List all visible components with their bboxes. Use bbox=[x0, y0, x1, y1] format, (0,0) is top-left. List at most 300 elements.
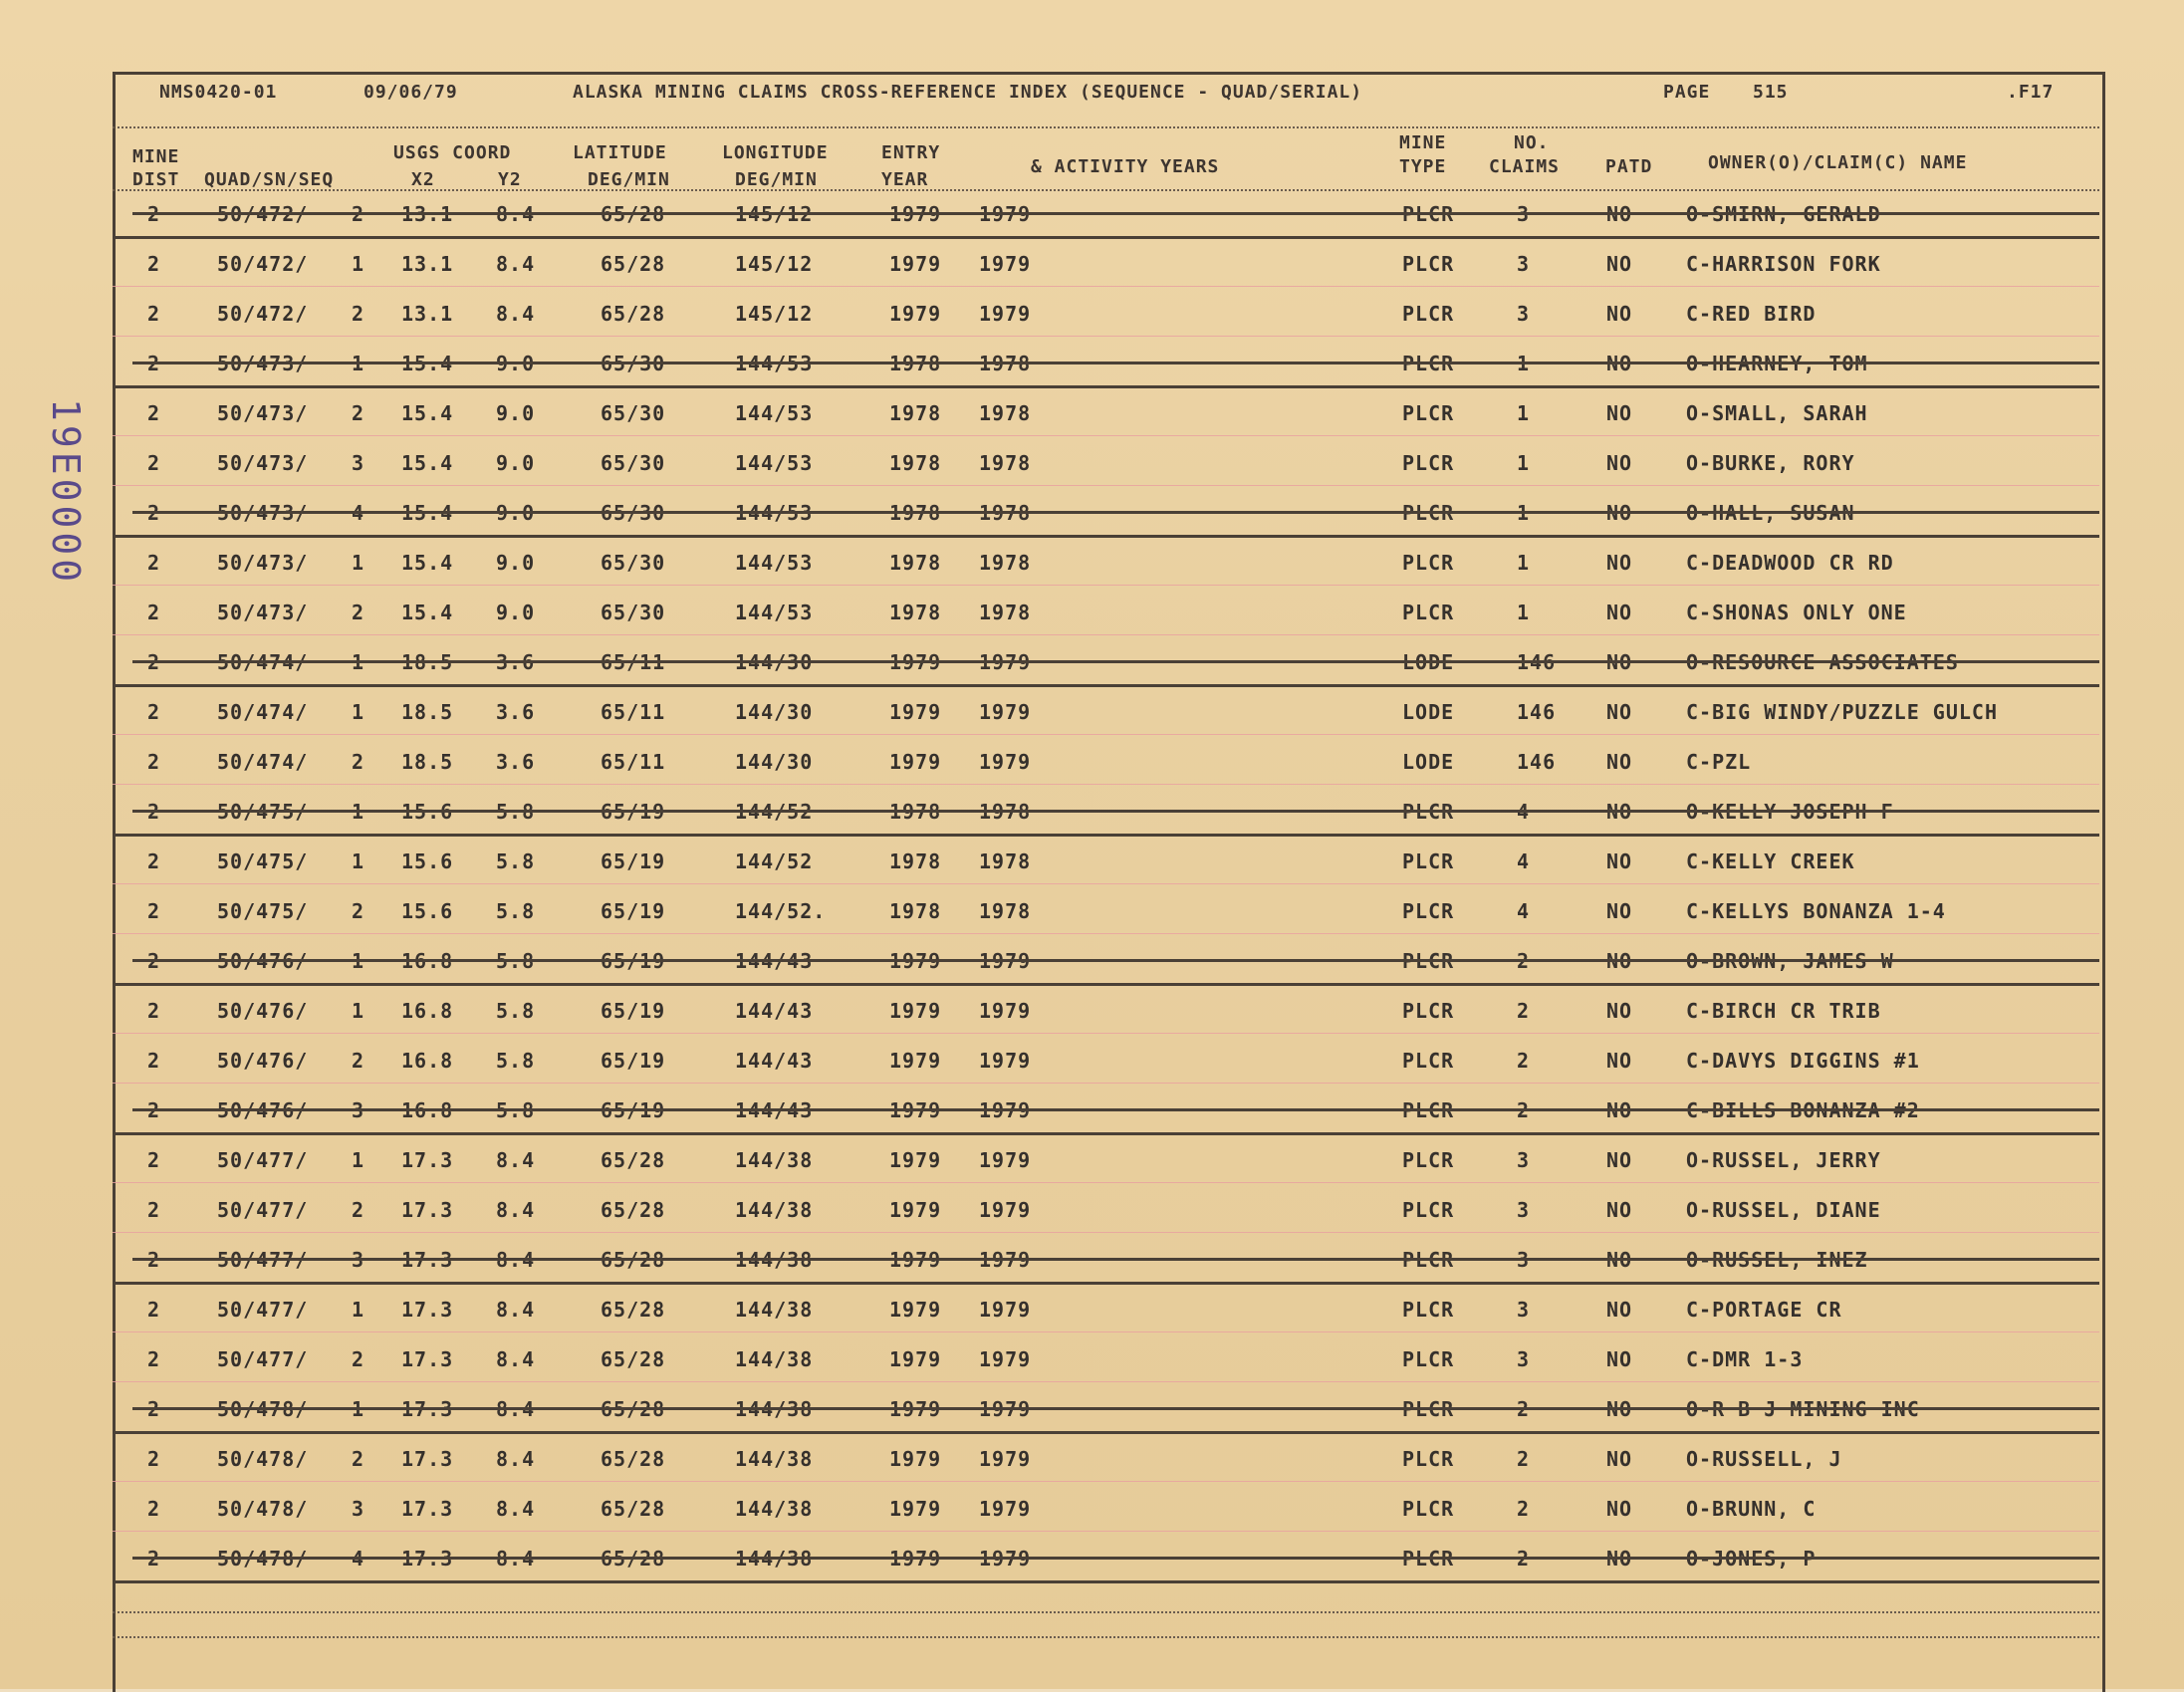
cell-quad-sn: 50/473/ bbox=[217, 352, 309, 375]
cell-no-claims: 3 bbox=[1517, 1248, 1531, 1272]
cell-mine-dist: 2 bbox=[147, 1497, 161, 1521]
cell-usgs-y2: 9.0 bbox=[496, 551, 536, 575]
cell-seq: 2 bbox=[352, 202, 365, 226]
row-divider bbox=[113, 634, 2099, 635]
cell-entry-year: 1979 bbox=[889, 1098, 942, 1122]
cell-owner-claim-name: C-BILLS BONANZA #2 bbox=[1686, 1098, 1920, 1122]
cell-usgs-y2: 8.4 bbox=[496, 1198, 536, 1222]
cell-no-claims: 3 bbox=[1517, 1198, 1531, 1222]
cell-seq: 3 bbox=[352, 1098, 365, 1122]
cell-owner-claim-name: C-BIRCH CR TRIB bbox=[1686, 999, 1881, 1023]
report-header bbox=[159, 82, 2071, 121]
cell-no-claims: 146 bbox=[1517, 750, 1557, 774]
cell-longitude: 144/52 bbox=[735, 800, 814, 824]
cell-usgs-y2: 3.6 bbox=[496, 700, 536, 724]
cell-owner-claim-name: C-PORTAGE CR bbox=[1686, 1298, 1842, 1322]
cell-usgs-x2: 17.3 bbox=[401, 1198, 454, 1222]
cell-patd: NO bbox=[1606, 1347, 1633, 1371]
cell-activity-year: 1979 bbox=[979, 1298, 1032, 1322]
cell-mine-type: LODE bbox=[1402, 750, 1455, 774]
row-divider bbox=[113, 1182, 2099, 1183]
cell-entry-year: 1979 bbox=[889, 999, 942, 1023]
cell-latitude: 65/28 bbox=[601, 1198, 666, 1222]
table-row bbox=[113, 849, 2099, 885]
cell-mine-type: PLCR bbox=[1402, 1298, 1455, 1322]
cell-entry-year: 1978 bbox=[889, 401, 942, 425]
table-row bbox=[113, 401, 2099, 437]
cell-latitude: 65/30 bbox=[601, 601, 666, 624]
cell-patd: NO bbox=[1606, 1547, 1633, 1571]
cell-usgs-y2: 5.8 bbox=[496, 1098, 536, 1122]
row-divider bbox=[113, 983, 2099, 986]
cell-patd: NO bbox=[1606, 601, 1633, 624]
cell-owner-claim-name: C-KELLY CREEK bbox=[1686, 849, 1855, 873]
cell-usgs-y2: 8.4 bbox=[496, 1248, 536, 1272]
cell-usgs-y2: 8.4 bbox=[496, 1547, 536, 1571]
row-divider bbox=[113, 1282, 2099, 1285]
table-row bbox=[113, 1148, 2099, 1184]
cell-no-claims: 4 bbox=[1517, 899, 1531, 923]
cell-latitude: 65/19 bbox=[601, 899, 666, 923]
cell-usgs-x2: 13.1 bbox=[401, 202, 454, 226]
col-entry: ENTRY bbox=[881, 142, 941, 163]
cell-entry-year: 1979 bbox=[889, 1547, 942, 1571]
cell-quad-sn: 50/476/ bbox=[217, 1049, 309, 1073]
col-no-claims-2: CLAIMS bbox=[1489, 156, 1561, 177]
cell-entry-year: 1979 bbox=[889, 1447, 942, 1471]
cell-seq: 2 bbox=[352, 1049, 365, 1073]
col-patd: PATD bbox=[1605, 156, 1653, 177]
cell-mine-dist: 2 bbox=[147, 551, 161, 575]
cell-mine-type: PLCR bbox=[1402, 1098, 1455, 1122]
table-row bbox=[113, 451, 2099, 487]
cell-activity-year: 1979 bbox=[979, 700, 1032, 724]
cell-owner-claim-name: C-RED BIRD bbox=[1686, 302, 1817, 326]
col-latitude: LATITUDE bbox=[573, 142, 667, 163]
cell-patd: NO bbox=[1606, 949, 1633, 973]
cell-seq: 4 bbox=[352, 501, 365, 525]
cell-no-claims: 4 bbox=[1517, 849, 1531, 873]
cell-mine-dist: 2 bbox=[147, 202, 161, 226]
cell-seq: 2 bbox=[352, 899, 365, 923]
cell-mine-type: PLCR bbox=[1402, 899, 1455, 923]
cell-mine-type: PLCR bbox=[1402, 1148, 1455, 1172]
report-date: 09/06/79 bbox=[364, 82, 458, 103]
cell-entry-year: 1979 bbox=[889, 650, 942, 674]
cell-activity-year: 1978 bbox=[979, 800, 1032, 824]
cell-mine-type: LODE bbox=[1402, 700, 1455, 724]
cell-seq: 1 bbox=[352, 700, 365, 724]
col-lat-deg: DEG/MIN bbox=[588, 169, 670, 190]
cell-activity-year: 1978 bbox=[979, 899, 1032, 923]
cell-mine-dist: 2 bbox=[147, 501, 161, 525]
footer-divider-2 bbox=[113, 1636, 2099, 1638]
cell-quad-sn: 50/478/ bbox=[217, 1397, 309, 1421]
cell-usgs-y2: 8.4 bbox=[496, 1447, 536, 1471]
cell-latitude: 65/28 bbox=[601, 1397, 666, 1421]
cell-mine-dist: 2 bbox=[147, 1397, 161, 1421]
row-divider bbox=[113, 535, 2099, 538]
cell-owner-claim-name: O-BURKE, RORY bbox=[1686, 451, 1855, 475]
cell-usgs-y2: 8.4 bbox=[496, 1397, 536, 1421]
col-mine-dist-2: DIST bbox=[132, 169, 180, 190]
table-row bbox=[113, 1248, 2099, 1284]
cell-owner-claim-name: C-HARRISON FORK bbox=[1686, 252, 1881, 276]
cell-quad-sn: 50/472/ bbox=[217, 302, 309, 326]
cell-activity-year: 1978 bbox=[979, 601, 1032, 624]
cell-no-claims: 1 bbox=[1517, 501, 1531, 525]
cell-usgs-x2: 17.3 bbox=[401, 1397, 454, 1421]
cell-usgs-y2: 3.6 bbox=[496, 750, 536, 774]
cell-quad-sn: 50/473/ bbox=[217, 551, 309, 575]
cell-usgs-x2: 18.5 bbox=[401, 700, 454, 724]
cell-mine-dist: 2 bbox=[147, 302, 161, 326]
cell-entry-year: 1979 bbox=[889, 1049, 942, 1073]
cell-entry-year: 1979 bbox=[889, 252, 942, 276]
cell-patd: NO bbox=[1606, 650, 1633, 674]
cell-mine-type: LODE bbox=[1402, 650, 1455, 674]
cell-longitude: 145/12 bbox=[735, 302, 814, 326]
table-row bbox=[113, 551, 2099, 587]
cell-patd: NO bbox=[1606, 501, 1633, 525]
cell-longitude: 144/53 bbox=[735, 501, 814, 525]
row-divider bbox=[113, 1132, 2099, 1135]
row-divider bbox=[113, 1381, 2099, 1382]
cell-latitude: 65/11 bbox=[601, 650, 666, 674]
cell-patd: NO bbox=[1606, 551, 1633, 575]
col-y2: Y2 bbox=[498, 169, 522, 190]
cell-seq: 1 bbox=[352, 650, 365, 674]
cell-usgs-x2: 15.6 bbox=[401, 849, 454, 873]
cell-usgs-y2: 5.8 bbox=[496, 849, 536, 873]
cell-usgs-y2: 8.4 bbox=[496, 1497, 536, 1521]
cell-no-claims: 1 bbox=[1517, 451, 1531, 475]
cell-mine-dist: 2 bbox=[147, 252, 161, 276]
cell-quad-sn: 50/477/ bbox=[217, 1248, 309, 1272]
cell-usgs-x2: 15.6 bbox=[401, 800, 454, 824]
cell-usgs-x2: 15.6 bbox=[401, 899, 454, 923]
cell-patd: NO bbox=[1606, 252, 1633, 276]
report-id: NMS0420-01 bbox=[159, 82, 278, 103]
cell-mine-type: PLCR bbox=[1402, 1248, 1455, 1272]
cell-seq: 3 bbox=[352, 451, 365, 475]
cell-usgs-y2: 9.0 bbox=[496, 352, 536, 375]
table-row bbox=[113, 1049, 2099, 1085]
cell-latitude: 65/19 bbox=[601, 1098, 666, 1122]
cell-mine-dist: 2 bbox=[147, 1148, 161, 1172]
cell-entry-year: 1978 bbox=[889, 601, 942, 624]
cell-usgs-x2: 18.5 bbox=[401, 650, 454, 674]
cell-patd: NO bbox=[1606, 999, 1633, 1023]
cell-mine-dist: 2 bbox=[147, 352, 161, 375]
cell-mine-dist: 2 bbox=[147, 949, 161, 973]
cell-latitude: 65/28 bbox=[601, 1547, 666, 1571]
cell-no-claims: 3 bbox=[1517, 1347, 1531, 1371]
table-row bbox=[113, 650, 2099, 686]
cell-activity-year: 1979 bbox=[979, 1547, 1032, 1571]
cell-entry-year: 1979 bbox=[889, 1148, 942, 1172]
cell-mine-type: PLCR bbox=[1402, 1497, 1455, 1521]
cell-usgs-y2: 8.4 bbox=[496, 202, 536, 226]
cell-owner-claim-name: O-RUSSELL, J bbox=[1686, 1447, 1842, 1471]
cell-quad-sn: 50/475/ bbox=[217, 899, 309, 923]
cell-quad-sn: 50/476/ bbox=[217, 999, 309, 1023]
cell-usgs-y2: 5.8 bbox=[496, 999, 536, 1023]
cell-owner-claim-name: C-DEADWOOD CR RD bbox=[1686, 551, 1894, 575]
cell-quad-sn: 50/478/ bbox=[217, 1547, 309, 1571]
cell-usgs-y2: 8.4 bbox=[496, 302, 536, 326]
cell-activity-year: 1978 bbox=[979, 451, 1032, 475]
cell-mine-type: PLCR bbox=[1402, 949, 1455, 973]
cell-latitude: 65/28 bbox=[601, 202, 666, 226]
cell-latitude: 65/19 bbox=[601, 849, 666, 873]
row-divider bbox=[113, 1580, 2099, 1583]
cell-longitude: 144/38 bbox=[735, 1248, 814, 1272]
cell-owner-claim-name: C-DMR 1-3 bbox=[1686, 1347, 1804, 1371]
cell-longitude: 144/30 bbox=[735, 700, 814, 724]
cell-no-claims: 3 bbox=[1517, 1298, 1531, 1322]
cell-seq: 2 bbox=[352, 1198, 365, 1222]
cell-activity-year: 1979 bbox=[979, 1248, 1032, 1272]
cell-mine-dist: 2 bbox=[147, 1447, 161, 1471]
cell-activity-year: 1979 bbox=[979, 202, 1032, 226]
cell-seq: 2 bbox=[352, 1347, 365, 1371]
cell-longitude: 144/53 bbox=[735, 551, 814, 575]
cell-latitude: 65/28 bbox=[601, 1248, 666, 1272]
cell-entry-year: 1978 bbox=[889, 849, 942, 873]
page-number: 515 bbox=[1753, 82, 1789, 103]
cell-activity-year: 1979 bbox=[979, 1198, 1032, 1222]
cell-latitude: 65/30 bbox=[601, 451, 666, 475]
cell-owner-claim-name: O-RESOURCE ASSOCIATES bbox=[1686, 650, 1959, 674]
cell-mine-type: PLCR bbox=[1402, 999, 1455, 1023]
cell-no-claims: 1 bbox=[1517, 601, 1531, 624]
cell-latitude: 65/30 bbox=[601, 401, 666, 425]
cell-quad-sn: 50/475/ bbox=[217, 800, 309, 824]
cell-quad-sn: 50/477/ bbox=[217, 1298, 309, 1322]
cell-usgs-x2: 16.8 bbox=[401, 1098, 454, 1122]
cell-latitude: 65/28 bbox=[601, 1298, 666, 1322]
table-row bbox=[113, 1098, 2099, 1134]
cell-usgs-x2: 16.8 bbox=[401, 1049, 454, 1073]
cell-patd: NO bbox=[1606, 849, 1633, 873]
row-divider bbox=[113, 1531, 2099, 1532]
cell-seq: 1 bbox=[352, 949, 365, 973]
cell-no-claims: 146 bbox=[1517, 650, 1557, 674]
cell-longitude: 144/30 bbox=[735, 650, 814, 674]
cell-no-claims: 2 bbox=[1517, 949, 1531, 973]
cell-usgs-x2: 16.8 bbox=[401, 999, 454, 1023]
cell-entry-year: 1978 bbox=[889, 899, 942, 923]
cell-longitude: 144/38 bbox=[735, 1198, 814, 1222]
table-row bbox=[113, 1198, 2099, 1234]
cell-activity-year: 1978 bbox=[979, 551, 1032, 575]
col-no-claims-1: NO. bbox=[1514, 132, 1550, 153]
cell-owner-claim-name: C-BIG WINDY/PUZZLE GULCH bbox=[1686, 700, 1998, 724]
cell-quad-sn: 50/477/ bbox=[217, 1198, 309, 1222]
cell-longitude: 144/53 bbox=[735, 352, 814, 375]
cell-owner-claim-name: C-KELLYS BONANZA 1-4 bbox=[1686, 899, 1946, 923]
cell-seq: 2 bbox=[352, 750, 365, 774]
cell-activity-year: 1979 bbox=[979, 999, 1032, 1023]
table-row bbox=[113, 999, 2099, 1035]
cell-patd: NO bbox=[1606, 750, 1633, 774]
cell-owner-claim-name: O-SMIRN, GERALD bbox=[1686, 202, 1881, 226]
cell-no-claims: 2 bbox=[1517, 1098, 1531, 1122]
cell-seq: 1 bbox=[352, 849, 365, 873]
cell-activity-year: 1978 bbox=[979, 849, 1032, 873]
cell-latitude: 65/11 bbox=[601, 700, 666, 724]
cell-longitude: 145/12 bbox=[735, 252, 814, 276]
table-row bbox=[113, 1347, 2099, 1383]
cell-owner-claim-name: O-HALL, SUSAN bbox=[1686, 501, 1855, 525]
page-label: PAGE bbox=[1663, 82, 1711, 103]
cell-usgs-x2: 17.3 bbox=[401, 1497, 454, 1521]
cell-entry-year: 1979 bbox=[889, 1198, 942, 1222]
cell-longitude: 144/53 bbox=[735, 401, 814, 425]
cell-latitude: 65/28 bbox=[601, 1447, 666, 1471]
cell-activity-year: 1979 bbox=[979, 302, 1032, 326]
col-lon-deg: DEG/MIN bbox=[735, 169, 818, 190]
cell-patd: NO bbox=[1606, 352, 1633, 375]
col-quad-sn-seq: QUAD/SN/SEQ bbox=[204, 169, 335, 190]
cell-mine-type: PLCR bbox=[1402, 1397, 1455, 1421]
cell-entry-year: 1979 bbox=[889, 700, 942, 724]
cell-latitude: 65/28 bbox=[601, 1497, 666, 1521]
table-row bbox=[113, 1447, 2099, 1483]
cell-quad-sn: 50/473/ bbox=[217, 401, 309, 425]
cell-entry-year: 1978 bbox=[889, 551, 942, 575]
cell-mine-dist: 2 bbox=[147, 1198, 161, 1222]
cell-mine-type: PLCR bbox=[1402, 551, 1455, 575]
cell-usgs-y2: 5.8 bbox=[496, 949, 536, 973]
cell-no-claims: 2 bbox=[1517, 999, 1531, 1023]
cell-seq: 1 bbox=[352, 1298, 365, 1322]
cell-usgs-y2: 8.4 bbox=[496, 1148, 536, 1172]
cell-mine-type: PLCR bbox=[1402, 1049, 1455, 1073]
cell-quad-sn: 50/476/ bbox=[217, 1098, 309, 1122]
cell-seq: 4 bbox=[352, 1547, 365, 1571]
cell-usgs-y2: 9.0 bbox=[496, 401, 536, 425]
cell-entry-year: 1979 bbox=[889, 750, 942, 774]
col-owner-claim-name: OWNER(O)/CLAIM(C) NAME bbox=[1708, 152, 1968, 173]
cell-patd: NO bbox=[1606, 401, 1633, 425]
cell-owner-claim-name: O-BROWN, JAMES W bbox=[1686, 949, 1894, 973]
cell-activity-year: 1979 bbox=[979, 1347, 1032, 1371]
cell-usgs-y2: 8.4 bbox=[496, 1347, 536, 1371]
cell-quad-sn: 50/477/ bbox=[217, 1347, 309, 1371]
cell-entry-year: 1979 bbox=[889, 1347, 942, 1371]
cell-longitude: 144/38 bbox=[735, 1447, 814, 1471]
cell-activity-year: 1979 bbox=[979, 750, 1032, 774]
cell-activity-year: 1979 bbox=[979, 1098, 1032, 1122]
cell-activity-year: 1979 bbox=[979, 650, 1032, 674]
cell-owner-claim-name: C-SHONAS ONLY ONE bbox=[1686, 601, 1907, 624]
cell-no-claims: 146 bbox=[1517, 700, 1557, 724]
cell-longitude: 144/52 bbox=[735, 849, 814, 873]
cell-quad-sn: 50/475/ bbox=[217, 849, 309, 873]
cell-latitude: 65/30 bbox=[601, 501, 666, 525]
cell-entry-year: 1978 bbox=[889, 451, 942, 475]
cell-usgs-x2: 17.3 bbox=[401, 1447, 454, 1471]
cell-longitude: 144/43 bbox=[735, 949, 814, 973]
cell-mine-dist: 2 bbox=[147, 899, 161, 923]
row-divider bbox=[113, 1481, 2099, 1482]
cell-owner-claim-name: C-DAVYS DIGGINS #1 bbox=[1686, 1049, 1920, 1073]
column-header-divider bbox=[113, 189, 2099, 191]
cell-latitude: 65/19 bbox=[601, 999, 666, 1023]
cell-mine-dist: 2 bbox=[147, 800, 161, 824]
cell-seq: 1 bbox=[352, 1148, 365, 1172]
cell-longitude: 144/30 bbox=[735, 750, 814, 774]
row-divider bbox=[113, 435, 2099, 436]
cell-activity-year: 1979 bbox=[979, 1497, 1032, 1521]
cell-latitude: 65/28 bbox=[601, 1148, 666, 1172]
table-row bbox=[113, 202, 2099, 238]
row-divider bbox=[113, 585, 2099, 586]
cell-quad-sn: 50/473/ bbox=[217, 451, 309, 475]
row-divider bbox=[113, 286, 2099, 287]
cell-longitude: 145/12 bbox=[735, 202, 814, 226]
cell-mine-dist: 2 bbox=[147, 451, 161, 475]
row-divider bbox=[113, 1232, 2099, 1233]
cell-entry-year: 1978 bbox=[889, 501, 942, 525]
cell-mine-dist: 2 bbox=[147, 999, 161, 1023]
cell-mine-dist: 2 bbox=[147, 700, 161, 724]
cell-activity-year: 1979 bbox=[979, 252, 1032, 276]
cell-usgs-x2: 18.5 bbox=[401, 750, 454, 774]
table-row bbox=[113, 302, 2099, 338]
cell-mine-dist: 2 bbox=[147, 750, 161, 774]
cell-usgs-y2: 9.0 bbox=[496, 501, 536, 525]
cell-seq: 2 bbox=[352, 1447, 365, 1471]
cell-mine-type: PLCR bbox=[1402, 202, 1455, 226]
cell-activity-year: 1979 bbox=[979, 1447, 1032, 1471]
cell-longitude: 144/53 bbox=[735, 601, 814, 624]
cell-usgs-y2: 5.8 bbox=[496, 1049, 536, 1073]
cell-mine-type: PLCR bbox=[1402, 1198, 1455, 1222]
cell-patd: NO bbox=[1606, 302, 1633, 326]
cell-mine-type: PLCR bbox=[1402, 1547, 1455, 1571]
cell-activity-year: 1978 bbox=[979, 352, 1032, 375]
cell-no-claims: 2 bbox=[1517, 1547, 1531, 1571]
table-row bbox=[113, 949, 2099, 985]
row-divider bbox=[113, 385, 2099, 388]
cell-longitude: 144/43 bbox=[735, 999, 814, 1023]
cell-patd: NO bbox=[1606, 202, 1633, 226]
cell-owner-claim-name: O-JONES, P bbox=[1686, 1547, 1817, 1571]
cell-usgs-y2: 8.4 bbox=[496, 1298, 536, 1322]
cell-latitude: 65/28 bbox=[601, 1347, 666, 1371]
cell-seq: 1 bbox=[352, 352, 365, 375]
cell-usgs-y2: 9.0 bbox=[496, 601, 536, 624]
cell-no-claims: 2 bbox=[1517, 1049, 1531, 1073]
table-row bbox=[113, 1547, 2099, 1582]
cell-mine-type: PLCR bbox=[1402, 252, 1455, 276]
row-divider bbox=[113, 883, 2099, 884]
col-longitude: LONGITUDE bbox=[722, 142, 829, 163]
form-code: .F17 bbox=[2007, 82, 2055, 103]
cell-activity-year: 1979 bbox=[979, 949, 1032, 973]
row-divider bbox=[113, 485, 2099, 486]
cell-patd: NO bbox=[1606, 1447, 1633, 1471]
table-row bbox=[113, 252, 2099, 288]
cell-owner-claim-name: O-RUSSEL, DIANE bbox=[1686, 1198, 1881, 1222]
cell-usgs-x2: 15.4 bbox=[401, 352, 454, 375]
cell-mine-dist: 2 bbox=[147, 849, 161, 873]
cell-usgs-x2: 15.4 bbox=[401, 501, 454, 525]
report-title: ALASKA MINING CLAIMS CROSS-REFERENCE INDEX (SEQUENCE - QUAD/SERIAL) bbox=[573, 82, 1363, 103]
